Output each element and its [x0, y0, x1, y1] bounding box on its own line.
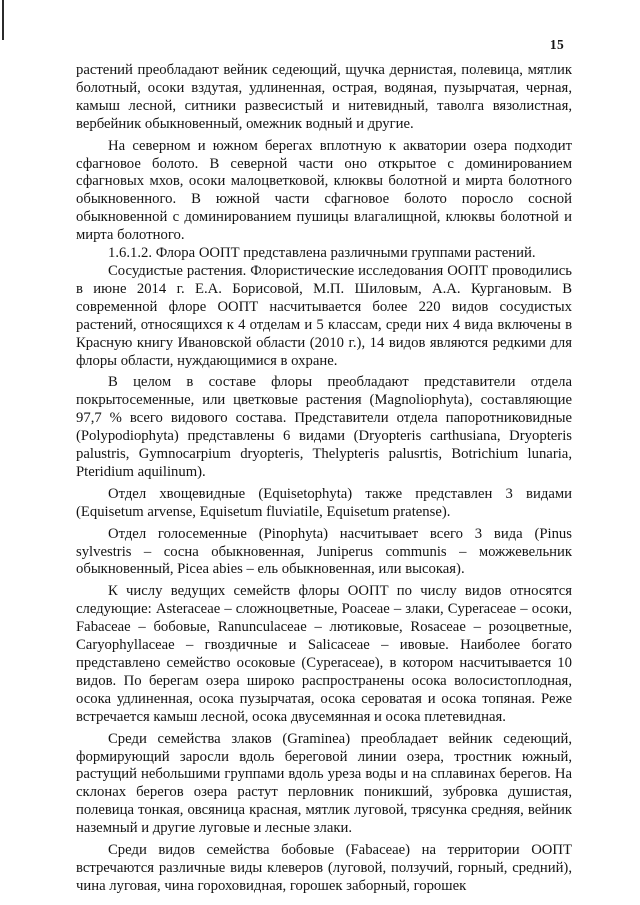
- document-body: [76, 62, 572, 896]
- scan-edge-line: [2, 0, 4, 40]
- paragraph-vascular-plants: Сосудистые растения. Флористические исследования ООПТ проводились в июне 2014 г. Е.А. Борисовой, М.П. Шиловым, А.А. Кургановым. В современной флоре ООПТ насчитывается более 220 видов сосудистых растений, относящихся к 4 отделам и 5 классам, среди них 4 вида включены в Красную книгу Ивановской области (2010 г.), 14 видов являются редкими для флоры области, нуждающимися в охране.: [76, 262, 572, 369]
- paragraph-legumes: Среди видов семейства бобовые (Fabaceae) на территории ООПТ встречаются различные виды клеверов (луговой, ползучий, горный, средний), чина луговая, чина гороховидная, горошек заборный, горошек: [76, 842, 572, 894]
- paragraph-gymnosperms: Отдел голосеменные (Pinophyta) насчитывает всего 3 вида (Pinus sylvestris – сосна обыкновенная, Juniperus communis – можжевельник обыкновенный, Picea abies – ель обыкновенная, или высокая).: [76, 525, 572, 578]
- paragraph-grasses: Среди семейства злаков (Graminea) преобладает вейник седеющий, формирующий заросли вдоль береговой линии озера, тростник южный, растущий небольшими группами вдоль уреза воды и на сплавинах берегов. На склонах берегов озера растут перловник поникший, зубровка душистая, полевица тонкая, овсяница красная, мятлик луговой, трясунка средняя, вейник наземный и другие луговые и лесные злаки.: [76, 730, 572, 837]
- paragraph-leading-families: К числу ведущих семейств флоры ООПТ по числу видов относятся следующие: Asteraceae – сложноцветные, Poaceae – злаки, Cyperaceae – осоки, Fabaceae – бобовые, Ranunculaceae – лютиковые, Rosaceae – розоцветные, Caryophyllaceae – гвоздичные и Salicaceae – ивовые. Наиболее богато представлено семейство осоковые (Cyperaceae), в котором насчитывается 10 видов. По берегам озера широко распространены осока волосистоплодная, осока удлиненная, осока пузырчатая, осока сероватая и осока топяная. Реже встречается камыш лесной, осока двусемянная и осока плетевидная.: [76, 583, 572, 725]
- section-heading-flora: 1.6.1.2. Флора ООПТ представлена различными группами растений.: [108, 245, 536, 262]
- paragraph-horsetails: Отдел хвощевидные (Equisetophyta) также представлен 3 видами (Equisetum arvense, Equisetum fluviatile, Equisetum pratense).: [76, 485, 572, 520]
- paragraph-vegetation-continued: растений преобладают вейник седеющий, щучка дернистая, полевица, мятлик болотный, осоки вздутая, удлиненная, острая, водяная, пузырчатая, черная, камыш лесной, ситники развесистый и нитевидный, таволга вязолистная, вербейник обыкновенный, омежник водный и другие.: [76, 62, 572, 132]
- page-number: 15: [549, 37, 564, 52]
- paragraph-sphagnum-bog: На северном и южном берегах вплотную к акватории озера подходит сфагновое болото. В северной части оно открытое с доминированием сфагновых мхов, осоки малоцветковой, клюквы болотной и мирта болотного обыкновенного. В южной части сфагновое болото поросло сосной обыкновенной с доминированием пушицы влагалищной, клюквы болотной и мирта болотного.: [76, 137, 572, 244]
- paragraph-angiosperms-ferns: В целом в составе флоры преобладают представители отдела покрытосеменные, или цветковые растения (Magnoliophyta), составляющие 97,7 % всего видового состава. Представители отдела папоротниковидные (Polypodiophyta) представлены 6 видами (Dryopteris carthusiana, Dryopteris palustris, Gymnocarpium dryopteris, Thelypteris palusrtis, Botrichium lunaria, Pteridium aquilinum).: [76, 374, 572, 480]
